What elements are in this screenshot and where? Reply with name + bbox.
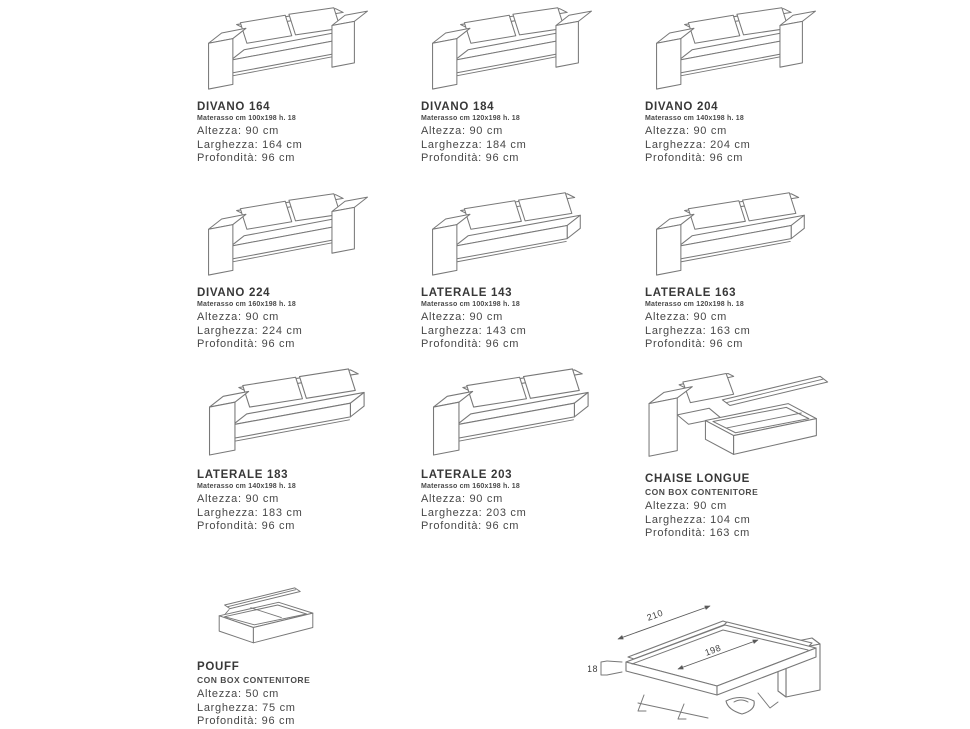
product-height: Altezza: 90 cm [421, 125, 503, 137]
product-mattress-info: Materasso cm 120x198 h. 18 [421, 115, 520, 122]
product-name: DIVANO 224 [197, 287, 271, 299]
product-height: Altezza: 90 cm [421, 493, 503, 505]
product-name: DIVANO 184 [421, 101, 495, 113]
sofa-illustration-wrap [188, 366, 406, 461]
product-height: Altezza: 90 cm [645, 311, 727, 323]
sofa-two-arm-illustration [188, 4, 384, 90]
product-name: DIVANO 204 [645, 101, 719, 113]
product-mattress-info: Materasso cm 160x198 h. 18 [421, 483, 520, 490]
pouf-open-box-illustration [194, 578, 354, 650]
product-width: Larghezza: 183 cm [197, 506, 303, 519]
chaise-illustration-wrap [634, 366, 854, 465]
sofa-illustration-wrap [636, 4, 854, 95]
product-mattress-info: Materasso cm 100x198 h. 18 [421, 301, 520, 308]
product-depth: Profondità: 163 cm [645, 527, 750, 539]
product-height: Altezza: 90 cm [645, 125, 727, 137]
sofa-illustration-wrap [188, 4, 406, 95]
product-height: Altezza: 90 cm [421, 311, 503, 323]
sofa-illustration-wrap [412, 4, 630, 95]
product-specs [421, 287, 630, 352]
product-specs [645, 473, 854, 541]
product-depth: Profondità: 96 cm [197, 152, 296, 164]
product-specs [421, 101, 630, 166]
product-specs [421, 469, 630, 534]
product-specs [197, 101, 406, 166]
product-width: Larghezza: 203 cm [421, 506, 527, 519]
product-depth: Profondità: 96 cm [197, 338, 296, 350]
product-card-divano-224 [184, 184, 406, 352]
product-name: LATERALE 143 [421, 287, 513, 299]
product-depth: Profondità: 96 cm [645, 152, 744, 164]
product-name: DIVANO 164 [197, 101, 271, 113]
product-depth: Profondità: 96 cm [421, 338, 520, 350]
product-specs [197, 469, 406, 534]
product-mattress-info: Materasso cm 140x198 h. 18 [645, 115, 744, 122]
sofa-two-arm-illustration [636, 4, 832, 90]
product-card-laterale-183 [184, 362, 406, 534]
pouf-illustration-wrap [194, 578, 406, 655]
sofa-two-arm-illustration [188, 190, 392, 276]
product-width: Larghezza: 184 cm [421, 138, 527, 151]
product-specs [197, 661, 406, 729]
product-width: Larghezza: 224 cm [197, 324, 303, 337]
product-card-divano-204 [632, 0, 854, 166]
product-width: Larghezza: 164 cm [197, 138, 303, 151]
sofa-bed-technical-drawing [588, 598, 866, 726]
product-card-laterale-203 [408, 362, 630, 534]
product-name: CHAISE LONGUE [645, 473, 750, 485]
product-width: Larghezza: 143 cm [421, 324, 527, 337]
sofa-one-arm-illustration [188, 366, 384, 456]
product-depth: Profondità: 96 cm [421, 152, 520, 164]
product-name: POUFF [197, 661, 240, 673]
product-card-pouff [184, 572, 406, 729]
bed-length-dimension-label: 198 [703, 642, 723, 658]
product-width: Larghezza: 75 cm [197, 701, 296, 714]
product-card-chaise-longue [632, 362, 854, 541]
product-card-laterale-163 [632, 184, 854, 352]
sofa-two-arm-illustration [412, 4, 608, 90]
product-name: LATERALE 203 [421, 469, 513, 481]
product-height: Altezza: 90 cm [197, 125, 279, 137]
product-storage-info: CON BOX CONTENITORE [197, 675, 311, 685]
product-card-divano-164 [184, 0, 406, 166]
product-width: Larghezza: 204 cm [645, 138, 751, 151]
sofa-one-arm-illustration [412, 366, 608, 456]
product-card-laterale-143 [408, 184, 630, 352]
product-depth: Profondità: 96 cm [421, 520, 520, 532]
sofa-illustration-wrap [412, 190, 630, 281]
product-mattress-info: Materasso cm 100x198 h. 18 [197, 115, 296, 122]
bed-width-dimension-label: 210 [645, 607, 665, 623]
sofa-illustration-wrap [412, 366, 630, 461]
product-height: Altezza: 50 cm [197, 688, 279, 700]
product-width: Larghezza: 104 cm [645, 513, 751, 526]
product-height: Altezza: 90 cm [645, 500, 727, 512]
product-mattress-info: Materasso cm 140x198 h. 18 [197, 483, 296, 490]
sofa-illustration-wrap [636, 190, 854, 281]
product-width: Larghezza: 163 cm [645, 324, 751, 337]
sofa-bed-open-illustration [588, 598, 866, 726]
product-specs [197, 287, 406, 352]
product-depth: Profondità: 96 cm [197, 715, 296, 727]
product-depth: Profondità: 96 cm [645, 338, 744, 350]
sofa-one-arm-illustration [636, 190, 832, 276]
product-depth: Profondità: 96 cm [197, 520, 296, 532]
product-name: LATERALE 163 [645, 287, 737, 299]
sofa-illustration-wrap [188, 190, 406, 281]
mattress-height-dimension-label: 18 [588, 664, 598, 674]
product-name: LATERALE 183 [197, 469, 289, 481]
product-storage-info: CON BOX CONTENITORE [645, 487, 759, 497]
product-card-divano-184 [408, 0, 630, 166]
product-height: Altezza: 90 cm [197, 311, 279, 323]
product-height: Altezza: 90 cm [197, 493, 279, 505]
chaise-longue-open-box-illustration [634, 366, 862, 460]
sofa-one-arm-illustration [412, 190, 608, 276]
product-mattress-info: Materasso cm 120x198 h. 18 [645, 301, 744, 308]
product-specs [645, 287, 854, 352]
product-specs [645, 101, 854, 166]
product-mattress-info: Materasso cm 160x198 h. 18 [197, 301, 296, 308]
